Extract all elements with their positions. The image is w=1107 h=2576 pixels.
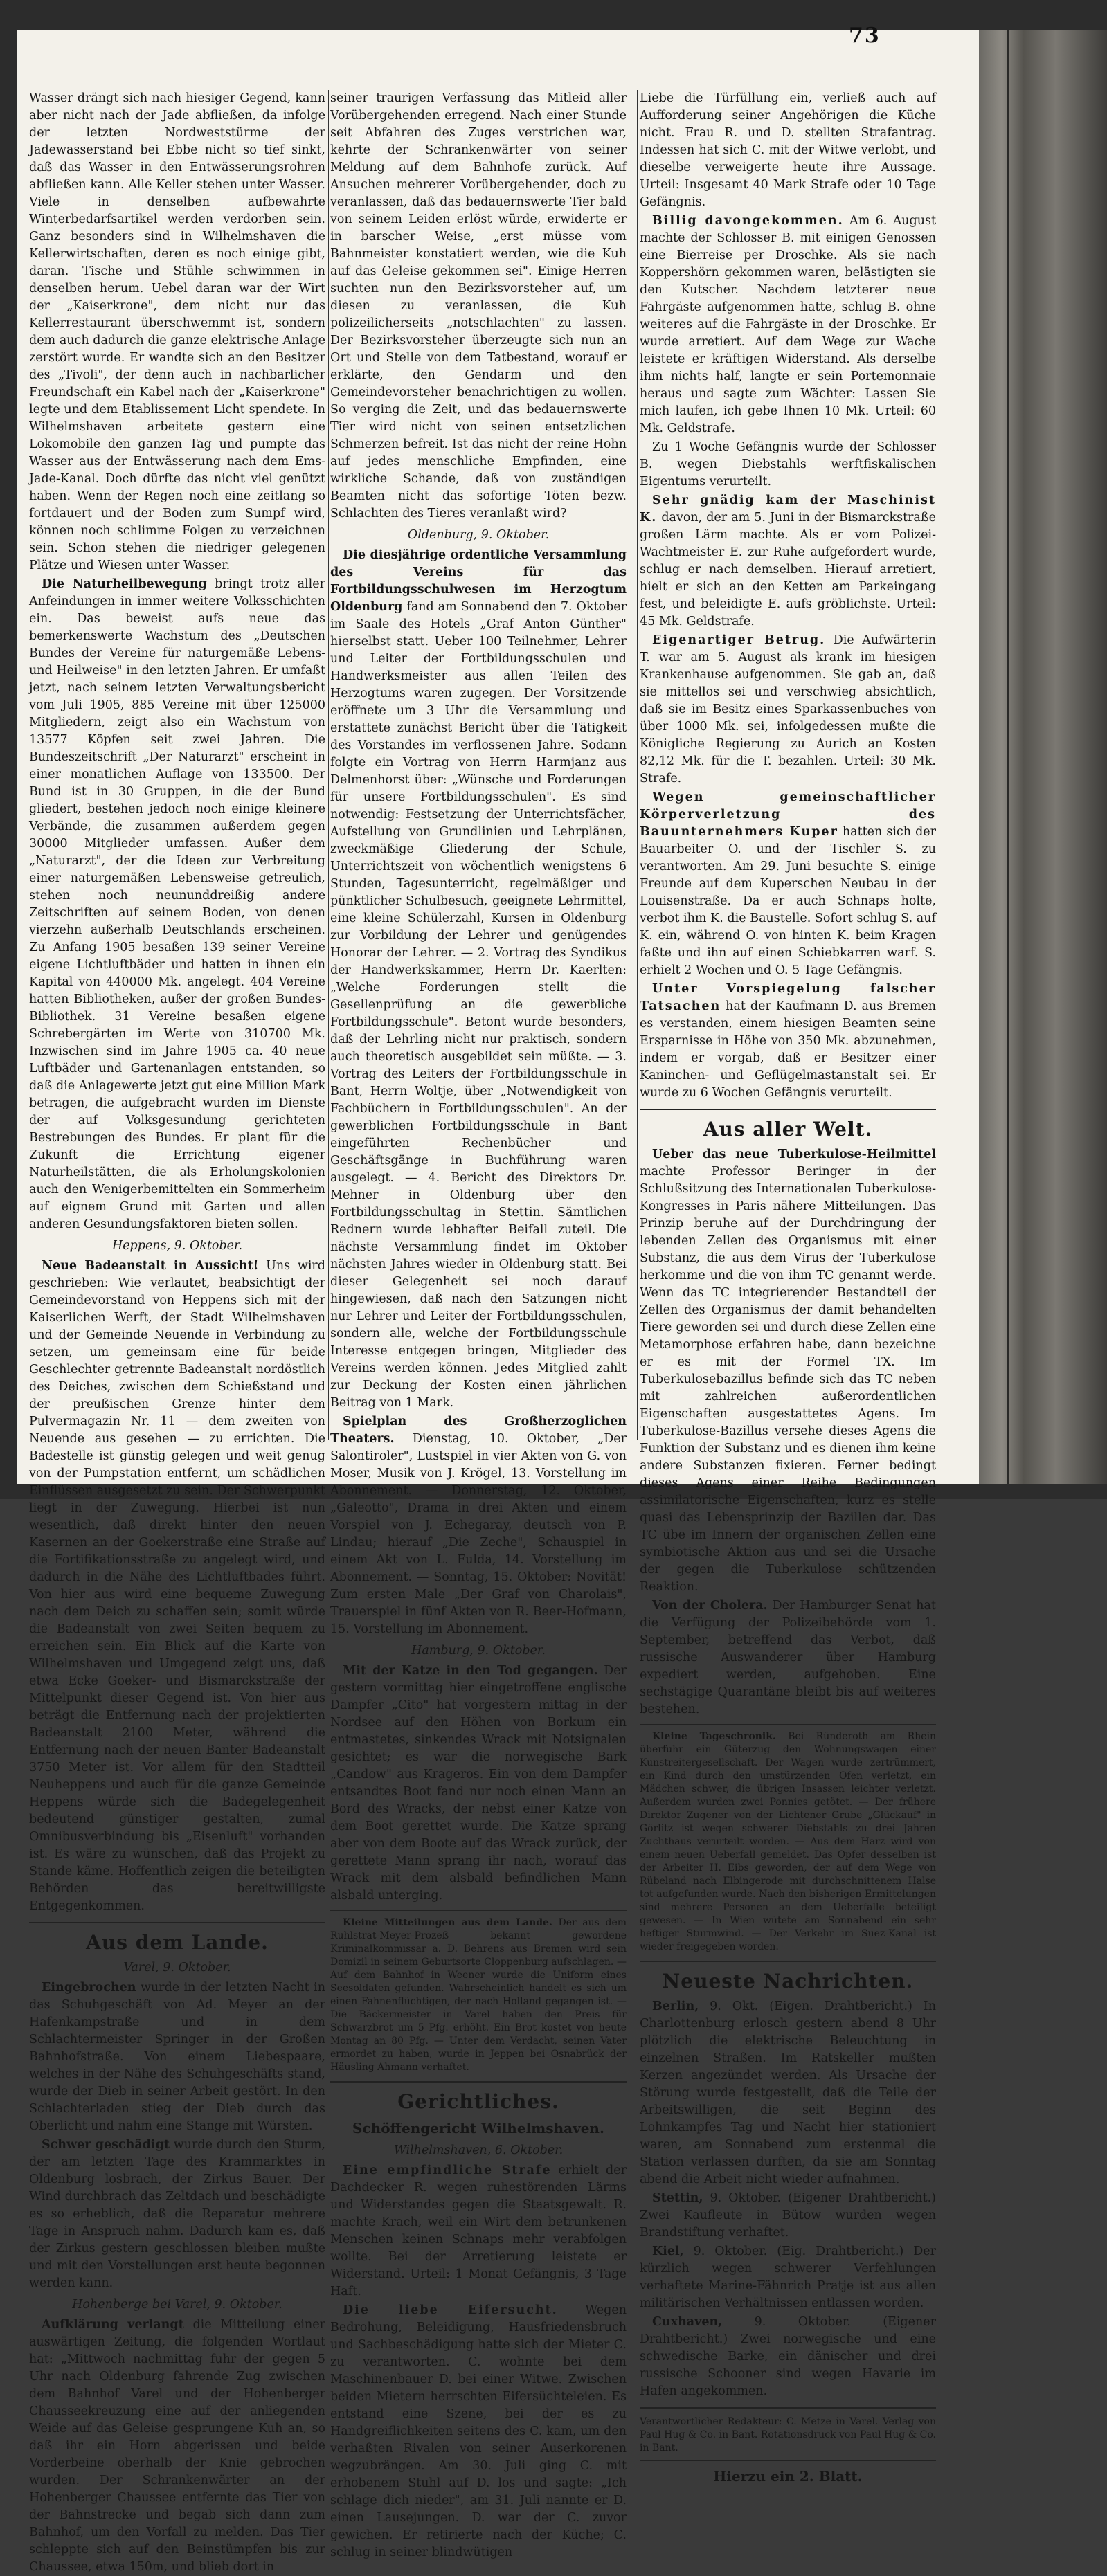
article-paragraph [29,576,325,1233]
article-paragraph [330,1662,627,1905]
article-paragraph [29,2316,325,2576]
section-divider [330,1910,627,1911]
article-paragraph [640,1597,936,1718]
section-divider [640,1724,936,1725]
article-paragraph [640,212,936,437]
article-body: fand am Sonnabend den 7. Oktober im Saale des Hotels „Graf Anton Günther" hierselbst statt. Ueber 100 Teilnehmer, Lehrer und Leiter der Fortbildungsschulen und Handwerksmeister aus allen Teilen des Herzogtums waren zugegen. Der Vorsitzende eröffnete um 3 Uhr die Versammlung und erstattete zunächst Bericht über die Tätigkeit des Vorstandes im verflossenen Jahre. Sodann folgte ein Vortrag von Herrn Harmjanz aus Delmenhorst über: „Wünsche und Forderungen für unsere Fortbildungsschulen". Es sind notwendig: Festsetzung der Unterrichtsfächer, Aufstellung von Grundlinien und Lehrplänen, zweckmäßige Gliederung der Schule, Unterrichtszeit von wöchentlich wenigstens 6 Stunden, Tagesunterricht, regelmäßiger und pünktlicher Schulbesuch, geeignete Lehrmittel, eine kleine Schülerzahl, Kursen in Oldenburg zur Vorbildung der Lehrer und genügendes Honorar der Lehrer. — 2. Vortrag des Syndikus der Handwerkskammer, Herrn Dr. Kaerlten: „Welche Forderungen stellt die Gesellenprüfung an die gewerbliche Fortbildungsschule". Betont wurde besonders, daß der Lehrling nicht nur praktisch, sondern auch theoretisch ausgebildet sein müßte. — 3. Vortrag des Leiters der Fortbildungsschule in Bant, Herrn Woltje, über „Notwendigkeit von Fachbüchern in Fortbildungsschulen". An der gewerblichen Fortbildungsschule in Bant eingeführten Rechenbücher und Geschäftsgänge in Buchführung waren ausgelegt. — 4. Bericht des Direktors Dr. Mehner in Oldenburg über den Fortbildungsschultag in Stettin. Sämtlichen Rednern wurde lebhafter Beifall zuteil. Die nächste Versammlung findet im Oktober nächsten Jahres wieder in Oldenburg statt. Bei dieser Gelegenheit sei noch darauf hingewiesen, daß nach den Satzungen nicht nur Lehrer und Leiter der Fortbildungsschulen, sondern alle, welche der Fortbildungsschule Interesse entgegen bringen, Mitglieder des Vereins werden können. Jedes Mitglied zahlt zur Deckung der Kosten einen jährlichen Beitrag von 1 Mark. [330,600,627,1410]
article-body: Am 6. August machte der Schlosser B. mit einigen Genossen eine Bierreise per Droschke. Als sie nach Koppershörn gekommen waren, belästigten sie den Kutscher. Nachdem letzterer neue Fahrgäste aufgenommen hatte, schlug B. ohne weiteres auf die Fahrgäste in der Droschke. Er wurde arretiert. Auf dem Wege zur Wache leistete er kräftigen Widerstand. Als derselbe ihm nichts half, langte er sein Portemonnaie heraus und sagte zum Wächter: Lassen Sie mich laufen, ich gebe Ihnen 10 Mk. Urteil: 60 Mk. Geldstrafe. [640,214,936,435]
column-rule-2 [637,90,638,1440]
article-paragraph [29,1979,325,2135]
article-body: Uns wird geschrieben: Wie verlautet, beabsichtigt der Gemeindevorstand von Heppens sich mit der Kaiserlichen Werft, der Stadt Wilhelmshaven und der Gemeinde Neuende in Verbindung zu setzen, um gemeinsam eine für beide Geschlechter getrennte Badeanstalt nordöstlich des Deiches, zwischen dem Schießstand und der preußischen Grenze hinter dem Pulvermagazin Nr. 11 — dem zweiten von Neuende aus gesehen — zu errichten. Die Badestelle ist günstig gelegen und weit genug von der Pumpstation entfernt, um schädlichen Einflüssen ausgesetzt zu sein. Der Schwerpunkt liegt in der Zuwegung. Hierbei ist nun wesentlich, daß direkt hinter den neuen Kasernen an der Goekerstraße eine Straße auf die Fortifikationsstraße zu angelegt wird, und dadurch in die Nähe des Lichtluftbades führt. Von hier aus wird eine bequeme Zuwegung nach dem Deich zu schaffen sein; somit würde die Badeanstalt von zwei Seiten bequem zu erreichen sein. Ein Blick auf die Karte von Wilhelmshaven und Umgegend zeigt uns, daß etwa Ecke Goeker- und Bismarckstraße der Mittelpunkt dieser Gegend ist. Von hier aus beträgt die Entfernung nach der projektierten Badeanstalt 2100 Meter, während die Entfernung nach der neuen Banter Badeanstalt 3750 Meter ist. Vor allem für den Stadtteil Neuheppens und auch für die ganze Gemeinde Heppens würde sich die Badegelegenheit bedeutend günstiger gestalten, zumal Omnibusverbindung bis „Eisenluft" vorhanden ist. Es wäre zu wünschen, daß das Projekt zu Stande käme. Hoffentlich zeigen die beteiligten Behörden das bereitwilligste Entgegenkommen. [29,1259,326,1913]
section-heading: Neueste Nachrichten. [662,1970,914,1993]
sub-heading: Schöffengericht Wilhelmshaven. [352,2120,604,2137]
article-keyword: Schwer geschädigt [42,2138,170,2152]
dateline: Hohenberge bei Varel, 9. Oktober. [72,2298,282,2312]
article-keyword: Kleine Mitteilungen aus dem Lande. [343,1917,552,1928]
article-paragraph [29,1258,325,1915]
article-paragraph [640,2190,936,2242]
article-paragraph [330,2162,627,2301]
article-keyword: Von der Cholera. [652,1599,768,1613]
article-keyword: Wegen gemeinschaftlicher Körperverletzung des Bauunternehmers Kuper [640,790,936,839]
article-paragraph [640,492,936,631]
article-paragraph [640,2314,936,2400]
article-body: machte Professor Beringer in der Schlußsitzung des Internationalen Tuberkulose-Kongresses in Paris nähere Mitteilungen. Das Prinzip beruhe auf der Durchdringung der lebenden Zellen des Organismus mit einer Substanz, die aus dem Virus der Tuberkulose herkomme und die von ihm TC genannt werde. Wenn das TC integrierender Bestandteil der Zellen des Organismus der damit behandelten Tiere geworden sei und durch diese Zellen eine Metamorphose erfahren habe, dann bezeichne er es mit der Formel TX. Im Tuberkulosebazillus befinde sich das TC neben mit zahlreichen außerordentlichen Eigenschaften ausgestattetes Agens. Im Tuberkulose-Bazillus versehe dieses Agens die Funktion der Substanz und es dienen ihm keine andere Substanzen fixieren. Ferner bedingt dieses Agens einer Reihe Bedingungen assimilatorische Eigenschaften, kurz es stelle quasi das Lebensprinzip der Bazillen dar. Das TC übe im Innern der organischen Zellen eine symbiotische Aktion aus und sei die Ursache der gegen die Tuberkulose schützenden Reaktion. [640,1165,936,1594]
article-body: Der aus dem Ruhlstrat-Meyer-Prozeß bekannt gewordene Kriminalkommissar a. D. Behrens aus Bremen wird sein Domizil in seinem Geburtsorte Cloppenburg aufschlagen. — Auf dem Bahnhof in Weener wurde die Uniform eines Seesoldaten gefunden. Wahrscheinlich handelt es sich um einen Fahnenflüchtigen, der nach Holland gegangen ist. — Die Bäckermeister in Varel haben den Preis für Schwarzbrot um 5 Pfg. erhöht. Ein Brot kostet von heute Montag an 80 Pfg. — Unter dem Verdacht, seinen Vater ermordet zu haben, wurde in Jeppen bei Osnabrück der Häusling Ahmann verhaftet. [330,1917,627,2073]
article-keyword: Die Naturheilbewegung [42,577,207,591]
section-divider [640,2407,936,2409]
section-divider [29,1922,325,1923]
article-paragraph [640,789,936,979]
article-keyword: Berlin, [652,1999,699,2013]
small-notes [330,1916,627,2074]
article-paragraph [640,981,936,1102]
section-divider [640,1109,936,1110]
section-divider [640,1961,936,1962]
article-keyword: Kleine Tageschronik. [652,1731,776,1742]
article-keyword: Ueber das neue Tuberkulose-Heilmittel [652,1148,936,1161]
dateline: Wilhelmshaven, 6. Oktober. [393,2143,564,2157]
dateline: Heppens, 9. Oktober. [111,1239,243,1253]
article-body: wurde durch den Sturm, der am letzten Tage des Krammarktes in Oldenburg losbrach, der Zirkus Bauer. Der Wind durchbrach das Zeltdach und beschädigte es so erheblich, daß die Reparatur mehrere Tage in Anspruch nahm. Dadurch kam es, daß der Zirkus gestern geschlossen bleiben mußte und mit den Vorstellungen erst heute begonnen werden kann. [29,2138,325,2290]
article-paragraph [640,2243,936,2312]
page-number: 73 [849,24,881,48]
article-keyword: Cuxhaven, [652,2315,723,2329]
article-body: Der gestern vormittag hier eingetroffene englische Dampfer „Cito" hat vorgestern mittag in der Nordsee auf den Höhen von Borkum ein entmastetes, sinkendes Wrack mit Notsignalen gesichtet; es war die norwegische Bark „Candow" aus Krageros. Ein von dem Dampfer entsandtes Boot fand nur noch einen Mann an Bord des Wracks, der nebst einer Katze von dem Boot gerettet wurde. Die Katze sprang aber von dem Boote auf das Wrack zurück, der gerettete Mann sprang ihr nach, worauf das Wrack mit dem alsbald befindlichen Mann alsbald unterging. [330,1664,627,1903]
article-body: hat der Kaufmann D. aus Bremen es verstanden, einem hiesigen Beamten seine Ersparnisse in Höhe von 350 Mk. abzunehmen, indem er vorgab, daß er Besitzer einer Kaninchen- und Geflügelmastanstalt sei. Er wurde zu 6 Wochen Gefängnis verurteilt. [640,999,936,1100]
article-keyword: Neue Badeanstalt in Aussicht! [42,1259,259,1273]
small-notes [640,1730,936,1954]
article-keyword: Sehr gnädig kam der Maschinist K. [640,493,936,525]
column-3 [640,90,937,2485]
article-keyword: Aufklärung verlangt [42,2318,184,2332]
article-keyword: Die liebe Eifersucht. [343,2303,558,2317]
dateline: Hamburg, 9. Oktober. [411,1644,546,1658]
article-keyword: Eingebrochen [42,1981,136,1995]
section-divider [640,2460,936,2461]
article-keyword: Eine empfindliche Strafe [343,2164,552,2177]
article-body: hatten sich der Bauarbeiter O. und der Tischler S. zu verantworten. Am 29. Juni besuchte S. einige Freunde auf dem Kuperschen Neubau in der Louisenstraße. Da er auch Schnaps holte, verbot ihm K. die Baustelle. Sofort schlug S. auf K. ein, während O. von hinten K. beim Kragen faßte und ihn auf einen Schiebkarren warf. S. erhielt 2 Wochen und O. 5 Tage Gefängnis. [640,825,936,977]
article-paragraph [640,1998,936,2188]
article-body: Die Aufwärterin T. war am 5. August als krank im hiesigen Krankenhause aufgenommen. Sie gab an, daß sie mittellos sei und verschwieg absichtlich, daß sie im Besitz eines Sparkassenbuches von über 1000 Mk. sei, infolgedessen mußte die Königliche Regierung zu Aurich an Kosten 82,12 Mk. für die T. bezahlen. Urteil: 30 Mk. Strafe. [640,633,936,786]
article-paragraph [640,1146,936,1596]
article-keyword: Eigenartiger Betrug. [652,633,826,647]
supplement-notice: Hierzu ein 2. Blatt. [713,2468,863,2485]
article-keyword: Die diesjährige ordentliche Versammlung des Vereins für das Fortbildungsschulwesen im Herzogtum Oldenburg [330,548,627,614]
article-body: wurde in der letzten Nacht in das Schuhgeschäft von Ad. Meyer an der Hafenkampstraße und in dem Schlachtermeister Springer in der Großen Bahnhofstraße. Von einem Liebespaare, welches in der Nähe des Schuhgeschäfts stand, wurde der Dieb in seiner Arbeit gestört. In den Schlachterladen stieg der Dieb durch das Oberlicht und nahm eine Stange mit Würsten. [29,1981,325,2133]
article-keyword: Kiel, [652,2244,684,2258]
section-heading: Gerichtliches. [397,2090,559,2113]
article-paragraph: Wasser drängt sich nach hiesiger Gegend, kann aber nicht nach der Jade abfließen, da infolge der letzten Nordweststürme der Jadewasserstand bei Ebbe nicht so tief sinkt, daß das Wasser in den Entwässerungsrohren abfließen kann. Alle Keller stehen unter Wasser. Viele in denselben aufbewahrte Winterbedarfsartikel werden verdorben sein. Ganz besonders sind in Wilhelmshaven die Kellerwirtschaften, deren es noch einige gibt, daran. Tische und Stühle schwimmen in denselben herum. Uebel daran war der Wirt der „Kaiserkrone", dem nicht nur das Kellerrestaurant überschwemmt ist, sondern dem auch dadurch die ganze elektrische Anlage zerstört wurde. Er wandte sich an den Besitzer des „Tivoli", der denn auch in nachbarlicher Freundschaft ein Kabel nach der „Kaiserkrone" legte und dem Etablissement Licht spendete. In Wilhelmshaven arbeitete gestern eine Lokomobile den ganzen Tag und pumpte das Wasser aus der Entwässerung nach dem Ems-Jade-Kanal. Doch dürfte das nicht viel genützt haben. Wenn der Regen noch eine zeitlang so fortdauert und der Boden zum Sumpf wird, können noch schlimme Folgen zu verzeichnen sein. Schon stehen die niedriger gelegenen Plätze und Wiesen unter Wasser. [29,91,325,572]
column-1 [29,90,326,2574]
book-binding-edge [979,30,1107,1484]
article-body: 9. Oktober. (Eigener Drahtbericht.) Zwei norwegische und eine schwedische Barke, ein dänischer und drei russische Schooner sind wegen Havarie im Hafen angekommen. [640,2315,936,2398]
article-body: die Mitteilung einer auswärtigen Zeitung, die folgenden Wortlaut hat: „Mittwoch nachmittag fuhr der gegen 5 Uhr nach Oldenburg fahrende Zug zwischen dem Bahnhof Varel und der Hohenberger Chausseekreuzung eine auf der anliegenden Weide auf das Geleise gesprungene Kuh an, so daß ihr ein Horn abgerissen und beide Vorderbeine oberhalb der Knie gebrochen wurden. Der Schrankenwärter an der Hohenberger Chaussee entfernte das Tier von der Bahnstrecke und begab sich dann zum Bahnhof, um den Vorfall zu melden. Das Tier schleppte sich auf den Beinstümpfen bis zur Chaussee, etwa 150m, und blieb dort in [29,2318,325,2574]
column-rule-1 [328,90,329,1440]
article-keyword: Billig davongekommen. [652,214,844,228]
article-paragraph: Liebe die Türfüllung ein, verließ auch auf Aufforderung seiner Angehörigen die Küche nicht. Frau R. und D. stellten Strafantrag. Indessen hat sich C. mit der Witwe verlobt, und dieselbe verweigerte heute ihre Aussage. Urteil: Insgesamt 40 Mark Strafe oder 10 Tage Gefängnis. [640,91,936,209]
article-keyword: Mit der Katze in den Tod gegangen. [343,1664,598,1678]
article-paragraph: Zu 1 Woche Gefängnis wurde der Schlosser B. wegen Diebstahls werftfiskalischen Eigentums verurteilt. [640,440,936,489]
article-keyword: Stettin, [652,2191,703,2205]
article-body: 9. Okt. (Eigen. Drahtbericht.) In Charlottenburg erlosch gestern abend 8 Uhr plötzlich die elektrische Beleuchtung in einzelnen Straßen. Im Ratskeller mußten Kerzen angezündet werden. Als Ursache der Störung wurde festgestellt, daß die Teile der Arbeitswilligen, die seit Beginn des Lohnkampfes Tag und Nacht hier stationiert waren, am Sonnabend zum erstenmal die Station verlassen durften, da sie am Sonntag abend die Arbeit nicht wieder aufnahmen. [640,1999,936,2186]
dateline: Varel, 9. Oktober. [123,1961,231,1975]
article-keyword: Spielplan des Großherzoglichen Theaters. [330,1415,627,1446]
article-body: Dienstag, 10. Oktober, „Der Salontiroler", Lustspiel in vier Akten von G. von Moser, Musik von J. Krögel, 13. Vorstellung im Abonnement. — Donnerstag, 12. Oktober, „Galeotto", Drama in drei Akten und einem Vorspiel von J. Echegaray, deutsch von P. Lindau; hierauf „Die Zeche", Schauspiel in einem Akt von L. Fulda, 14. Vorstellung im Abonnement. — Sonntag, 15. Oktober: Novität! Zum ersten Male „Der Graf von Charolais", Trauerspiel in fünf Akten von R. Beer-Hofmann, 15. Vorstellung im Abonnement. [330,1432,627,1636]
article-paragraph: seiner traurigen Verfassung das Mitleid aller Vorübergehenden erregend. Nach einer Stunde seit Abfahren des Zuges verstrichen war, kehrte der Schrankenwärter von seiner Meldung auf dem Bahnhofe zurück. Auf Ansuchen mehrerer Vorübergehender, doch zu veranlassen, daß das bedauernswerte Tier bald von seinem Leiden erlöst würde, erwiderte er in barscher Weise, „erst müsse vom Bahnmeister konstatiert werden, wie die Kuh auf das Geleise gekommen sei". Einige Herren suchten nun den Bezirksvorsteher auf, um diesen zu veranlassen, die Kuh polizeilicherseits „notschlachten" zu lassen. Der Bezirksvorsteher überzeugte sich nun an Ort und Stelle von dem Tatbestand, worauf er erklärte, den Gendarm und den Gemeindevorsteher benachrichtigen zu wollen. So verging die Zeit, und das bedauernswerte Tier wird nicht von seinen entsetzlichen Schmerzen befreit. Ist das nicht der reine Hohn auf jedes menschliche Empfinden, eine wirkliche Schande, daß von zuständigen Beamten nicht das sofortige Töten bezw. Schlachten des Tieres veranlaßt wird? [330,91,627,520]
column-2 [330,90,627,2559]
article-keyword: Unter Vorspiegelung falscher Tatsachen [640,982,936,1013]
section-heading: Aus aller Welt. [703,1118,873,1141]
dateline: Oldenburg, 9. Oktober. [407,528,550,542]
section-heading: Aus dem Lande. [86,1931,269,1954]
article-paragraph [330,2302,627,2561]
section-divider [330,2081,627,2083]
publisher-imprint: Verantwortlicher Redakteur: C. Metze in Varel. Verlag von Paul Hug & Co. in Bant. Rotationsdruck von Paul Hug & Co. in Bant. [640,2416,936,2453]
article-body: Wegen Bedrohung, Beleidigung, Hausfriedensbruch und Sachbeschädigung hatte sich der Mieter C. zu verantworten. C. wohnte bei dem Maschinenbauer D. bei einer Witwe. Zwischen beiden Mietern herrschten Eifersüchteleien. Es entstand eine Szene, bei der es zu Handgreiflichkeiten seitens des C. kam, um den verhaßten Rivalen von seiner Auserkorenen wegzubrängen. Am 30. Juli ging C. mit erhobenem Stuhl auf D. los und sagte: „Ich schlage dich nieder", am 31. Juli nannte er D. einen Lausejungen. D. war der C. zuvor gewichen. Er retirierte nach der Küche; C. schlug in seiner blindwütigen [330,2303,627,2559]
article-body: davon, der am 5. Juni in der Bismarckstraße großen Lärm machte. Als er vom Polizei-Wachtmeister E. zur Ruhe aufgefordert wurde, schlug er nach demselben. Hierauf arretiert, hielt er sich an den Ketten am Parkeingang fest, und beleidigte E. aufs gröblichste. Urteil: 45 Mk. Geldstrafe. [640,511,936,628]
article-paragraph [29,2137,325,2292]
article-paragraph [330,547,627,1412]
article-body: 9. Oktober. (Eigener Drahtbericht.) Zwei Kaufleute in Bütow wurden wegen Brandstiftung verhaftet. [640,2191,936,2240]
article-body: erhielt der Dachdecker R. wegen ruhestörenden Lärms und Widerstandes gegen die Staatsgewalt. R. machte Krach, weil ein Wirt dem betrunkenen Menschen keinen Schnaps mehr verabfolgen wollte. Bei der Arretierung leistete er Widerstand. Urteil: 1 Monat Gefängnis, 3 Tage Haft. [330,2164,627,2298]
article-body: bringt trotz aller Anfeindungen in immer weitere Volksschichten ein. Das beweist aufs neue das bemerkenswerte Wachstum des „Deutschen Bundes der Vereine für naturgemäße Lebens- und Heilweise" in den letzten Jahren. Er umfaßt jetzt, nach seinem letzten Verwaltungsbericht vom Juli 1905, 885 Vereine mit über 125000 Mitgliedern, zeigt also ein Wachstum von 13577 Köpfen seit zwei Jahren. Die Bundeszeitschrift „Der Naturarzt" erscheint in einer monatlichen Auflage von 133500. Der Bund ist in 30 Gruppen, in die der Bund gliedert, bestehen jedoch noch einige kleinere Verbände, die zusammen außerdem gegen 30000 Mitglieder umfassen. Außer dem „Naturarzt", der die Ideen zur Verbreitung einer naturgemäßen Lebensweise getreulich, stehen noch neununddreißig andere Zeitschriften auf seinem Boden, von denen vierzehn außerhalb Deutschlands erscheinen. Zu Anfang 1905 besaßen 139 seiner Vereine eigene Lichtluftbäder und hatten in ihnen ein Kapital von 440000 Mk. angelegt. 404 Vereine hatten Bibliotheken, außer der großen Bundes-Bibliothek. 31 Vereine besaßen eigene Schrebergärten im Werte von 310700 Mk. Inzwischen sind im Jahre 1905 ca. 40 neue Luftbäder und Gartenanlagen entstanden, so daß die Anlagewerte jetzt gut eine Million Mark betragen, die aufgebracht wurden im Dienste der auf Volksgesundung gerichteten Bestrebungen des Bundes. Er plant für die Zukunft die Errichtung eigener Naturheilstätten, die als Erholungskolonien auch den Wenigerbemittelten ein Sommerheim auf eignem Grund mit Garten und allen anderen Gesundungsfaktoren bieten sollen. [29,577,325,1231]
article-body: Der Hamburger Senat hat die Verfügung der Polizeibehörde vom 1. September, betreffend das Verbot, daß russische Auswanderer über Hamburg expediert werden, aufgehoben. Eine sechstägige Quarantäne bleibt bis auf weiteres bestehen. [640,1599,936,1716]
article-paragraph [330,1413,627,1638]
article-paragraph [640,632,936,788]
article-body: Bei Ründeroth am Rhein überfuhr ein Güterzug den Wohnungswagen einer Kunstreitergesellschaft. Der Wagen wurde zertrümmert, ein Kind durch den umstürzenden Ofen verletzt, ein Mädchen schwer, die übrigen Insassen leichter verletzt. Außerdem wurden zwei Ponnies getötet. — Der frühere Direktor Zugener von der Lichtener Grube „Glückauf" in Görlitz ist wegen schwerer Diebstahls zu drei Jahren Zuchthaus verurteilt worden. — Aus dem Harz wird von einem neuen Ueberfall gemeldet. Das Opfer desselben ist der Arbeiter H. Eibs geworden, der auf dem Wege von Rübeland nach Elbingerode mit durchschnittenem Halse tot aufgefunden wurde. Nach den bisherigen Ermittelungen sind mehrere Personen an dem Ueberfalle beteiligt gewesen. — In Wien wütete am Sonnabend ein sehr heftiger Sturmwind. — Der Verkehr im Suez-Kanal ist wieder freigegeben worden. [640,1731,937,1952]
article-body: 9. Oktober. (Eig. Drahtbericht.) Der kürzlich wegen schwerer Verfehlungen verhaftete Marine-Fähnrich Pratje ist aus allen militärischen Verhältnissen entlassen worden. [640,2244,936,2310]
